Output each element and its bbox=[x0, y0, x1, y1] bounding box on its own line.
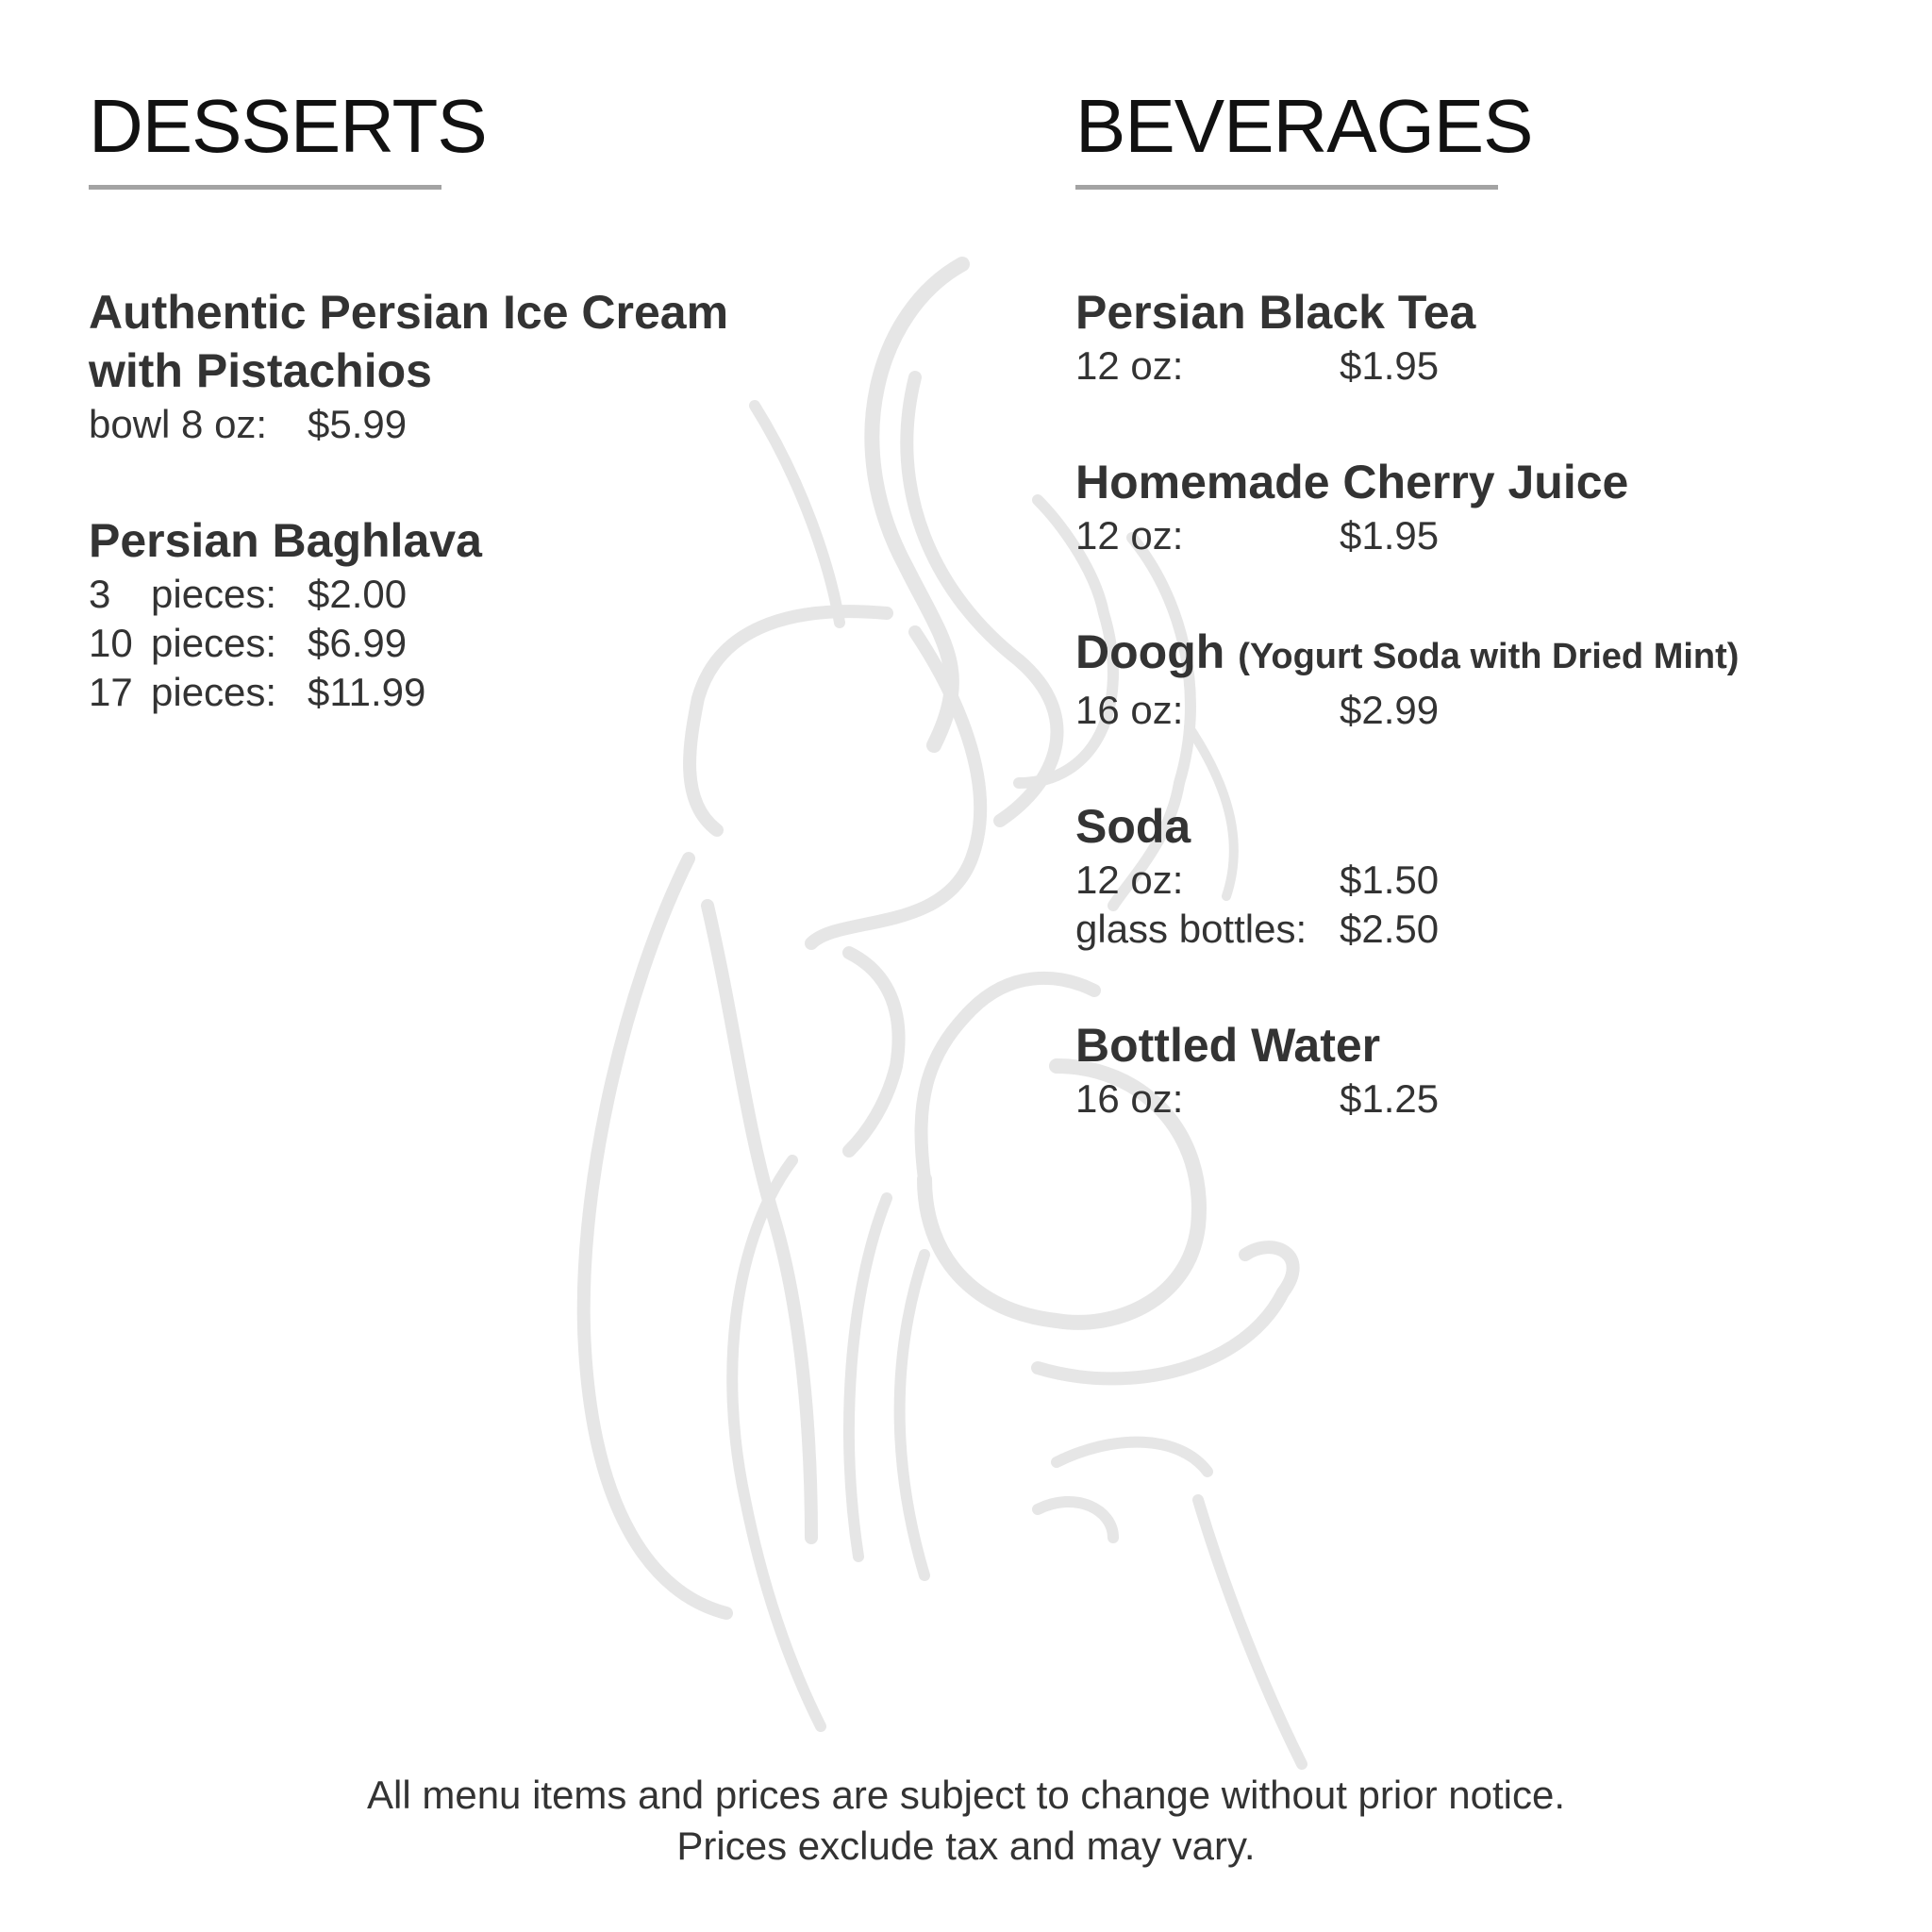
item-name: Persian Baghlava bbox=[89, 514, 482, 567]
price-value: $6.99 bbox=[308, 621, 408, 665]
item-name bbox=[1075, 623, 1906, 686]
price-row bbox=[89, 570, 938, 619]
quantity-label: 10 bbox=[89, 621, 133, 665]
price-row bbox=[89, 668, 938, 717]
price-row bbox=[1075, 1074, 1906, 1124]
price-value: $2.00 bbox=[308, 572, 408, 616]
unit-label: pieces: bbox=[151, 572, 277, 616]
size-label: 12 oz: bbox=[1075, 513, 1184, 558]
disclaimer-line-2: Prices exclude tax and may vary. bbox=[676, 1824, 1256, 1868]
price-value: $1.95 bbox=[1340, 513, 1440, 558]
item-name: Bottled Water bbox=[1075, 1019, 1381, 1072]
size-label: 12 oz: bbox=[1075, 343, 1184, 388]
price-value: $11.99 bbox=[308, 670, 426, 714]
size-label: bowl 8 oz: bbox=[89, 402, 268, 446]
price-row bbox=[89, 619, 938, 668]
beverages-heading: BEVERAGES bbox=[1075, 84, 1533, 168]
size-label: glass bottles: bbox=[1075, 907, 1307, 951]
unit-label: pieces: bbox=[151, 670, 277, 714]
beverages-section bbox=[1075, 283, 1906, 1186]
price-row bbox=[1075, 856, 1906, 905]
quantity-label: 17 bbox=[89, 670, 133, 714]
menu-item-bottled-water bbox=[1075, 1016, 1906, 1124]
item-name-line1: Authentic Persian Ice Cream bbox=[89, 286, 729, 339]
price-value: $2.50 bbox=[1340, 907, 1440, 951]
quantity-label: 3 bbox=[89, 572, 111, 616]
price-value: $1.95 bbox=[1340, 343, 1440, 388]
desserts-heading-underline bbox=[89, 185, 441, 190]
price-row bbox=[1075, 511, 1906, 560]
menu-item-cherry-juice bbox=[1075, 453, 1906, 560]
price-row bbox=[1075, 341, 1906, 391]
item-name-main: Doogh bbox=[1075, 625, 1225, 678]
price-row bbox=[1075, 686, 1906, 735]
size-label: 16 oz: bbox=[1075, 688, 1184, 732]
price-value: $1.50 bbox=[1340, 858, 1440, 902]
disclaimer-line-1: All menu items and prices are subject to change without prior notice. bbox=[367, 1773, 1565, 1817]
menu-item-baghlava bbox=[89, 511, 938, 717]
size-label: 16 oz: bbox=[1075, 1076, 1184, 1121]
size-label: 12 oz: bbox=[1075, 858, 1184, 902]
item-name bbox=[89, 283, 938, 400]
item-name-line2: with Pistachios bbox=[89, 344, 432, 397]
unit-label: pieces: bbox=[151, 621, 277, 665]
price-value: $2.99 bbox=[1340, 688, 1440, 732]
desserts-heading: DESSERTS bbox=[89, 84, 487, 168]
item-description: (Yogurt Soda with Dried Mint) bbox=[1238, 637, 1740, 676]
price-value: $1.25 bbox=[1340, 1076, 1440, 1121]
desserts-section bbox=[89, 283, 938, 779]
price-value: $5.99 bbox=[308, 402, 408, 446]
menu-item-doogh bbox=[1075, 623, 1906, 735]
beverages-heading-underline bbox=[1075, 185, 1498, 190]
item-name: Homemade Cherry Juice bbox=[1075, 456, 1629, 508]
price-row bbox=[1075, 905, 1906, 954]
menu-item-soda bbox=[1075, 797, 1906, 954]
disclaimer-footer bbox=[0, 1770, 1932, 1872]
item-name: Soda bbox=[1075, 800, 1191, 853]
item-name: Persian Black Tea bbox=[1075, 286, 1476, 339]
price-row bbox=[89, 400, 938, 449]
menu-item-black-tea bbox=[1075, 283, 1906, 391]
menu-item-ice-cream bbox=[89, 283, 938, 449]
